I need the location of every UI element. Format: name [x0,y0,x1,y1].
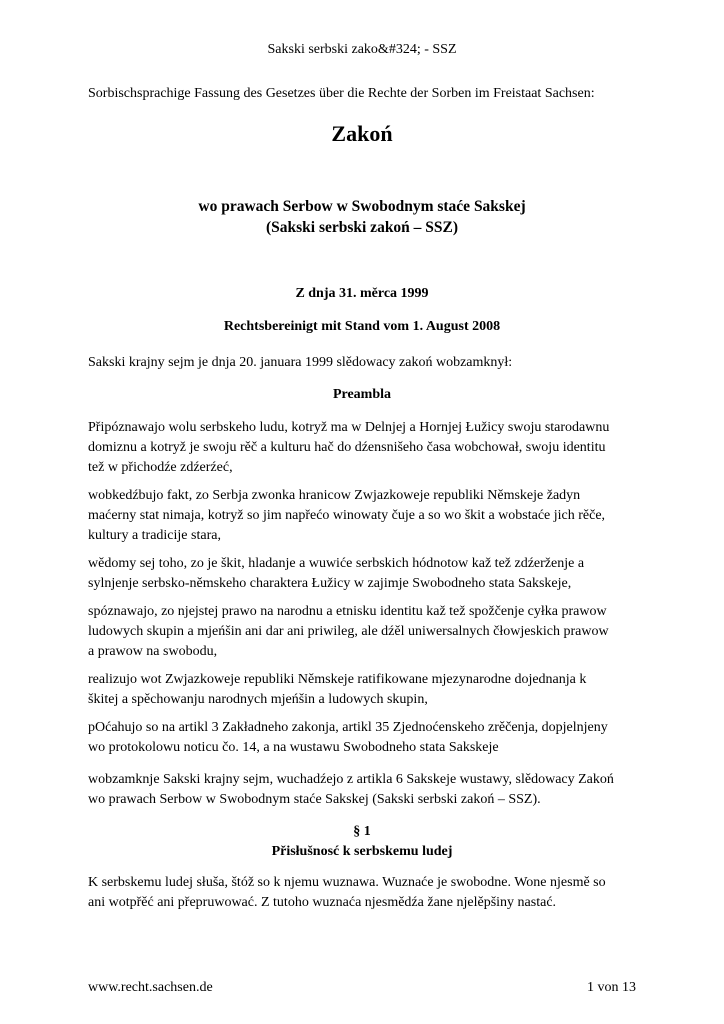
footer-url: www.recht.sachsen.de [88,980,213,995]
running-header: Sakski serbski zako&#324; - SSZ [267,42,457,57]
paragraph-line: Připóznawajo wolu serbskeho ludu, kotryž ma w Delnjej a Hornjej Łužicy swoju starodawnu [88,420,610,435]
paragraph-line: ani wotpřěć ani přepruwować. Z tutoho wuznaća njesmědźa žane njelěpšiny nastać. [88,895,557,910]
paragraph-line: spóznawajo, zo njejstej prawo na narodnu a etnisku identitu kaž tež spožčenje cyłka prawow [88,604,607,619]
paragraph-line: wo protokolowu noticu čo. 14, a na wustawu Swobodneho stata Sakskeje [88,740,499,755]
section-1-body [88,873,648,913]
paragraph-line: a prawow na swobodu, [88,644,218,659]
preamble-paragraph-5 [88,670,648,710]
document-subtitle [0,196,724,238]
paragraph-line: škitej a spěchowanju narodnych mjeńšin a ludowych skupin, [88,692,428,707]
enactment-line: Sakski krajny sejm je dnja 20. januara 1999 slědowacy zakoń wobzamknył: [88,355,513,370]
subtitle-line-2: (Sakski serbski zakoń – SSZ) [265,219,459,236]
paragraph-line: wobzamknje Sakski krajny sejm, wuchadźejo z artikla 6 Sakskeje wustawy, slědowacy Zakoń [88,772,614,787]
paragraph-line: tež w přichodźe zdźerźeć, [88,460,233,475]
preamble-paragraph-4 [88,602,648,662]
paragraph-line: wobkedźbujo fakt, zo Serbja zwonka hranicow Zwjazkoweje republiki Němskeje žadyn [88,488,581,503]
paragraph-line: sylnjenje serbsko-němskeho charaktera Łužicy w zajimje Swobodneho stata Sakskeje, [88,576,572,591]
section-heading: Přisłušnosć k serbskemu ludej [271,844,453,859]
preamble-paragraph-3 [88,554,648,594]
paragraph-line: ludowych skupin a mjeńšin ani dar ani priwileg, ale dźěl uniwersalnych čłowjeskich prawow [88,624,609,639]
preamble-paragraph-7 [88,770,648,810]
paragraph-line: pOćahujo so na artikl 3 Zakładneho zakonja, artikl 35 Zjednoćenskeho zrěčenja, dopjelnjeny [88,720,608,735]
document-title: Zakoń [331,121,393,146]
preamble-paragraph-2 [88,486,648,546]
preamble-paragraph-6 [88,718,648,758]
section-number: § 1 [353,824,371,839]
paragraph-line: maćerny stat nimaja, kotryž so jim napřećo winowaty čuje a so wo škit a wobstaće jich rěče, [88,508,606,523]
intro-line: Sorbischsprachige Fassung des Gesetzes über die Rechte der Sorben im Freistaat Sachsen: [88,86,595,101]
preamble-heading: Preambla [332,387,392,402]
paragraph-line: K serbskemu ludej słuša, štóž so k njemu wuznawa. Wuznaće je swobodne. Wone njesmě so [88,875,606,890]
footer-page-number: 1 von 13 [587,980,636,995]
date-line: Z dnja 31. měrca 1999 [295,286,429,301]
paragraph-line: domiznu a kotryž je swoju rěč a kulturu hač do dźensnišeho časa wobchował, swoju identitu [88,440,606,455]
paragraph-line: realizujo wot Zwjazkoweje republiki Němskeje ratifikowane mjezynarodne dojednanja k [88,672,587,687]
preamble-paragraph-1 [88,418,648,478]
subtitle-line-1: wo prawach Serbow w Swobodnym staće Sakskej [198,198,526,215]
consolidation-line: Rechtsbereinigt mit Stand vom 1. August 2008 [223,319,501,334]
paragraph-line: wo prawach Serbow w Swobodnym staće Sakskej (Sakski serbski zakoń – SSZ). [88,792,541,807]
paragraph-line: wědomy sej toho, zo je škit, hladanje a wuwiće serbskich hódnotow kaž tež zdźerženje a [88,556,585,571]
section-1-heading-block [0,822,724,862]
paragraph-line: kultury a tradicije stara, [88,528,221,543]
